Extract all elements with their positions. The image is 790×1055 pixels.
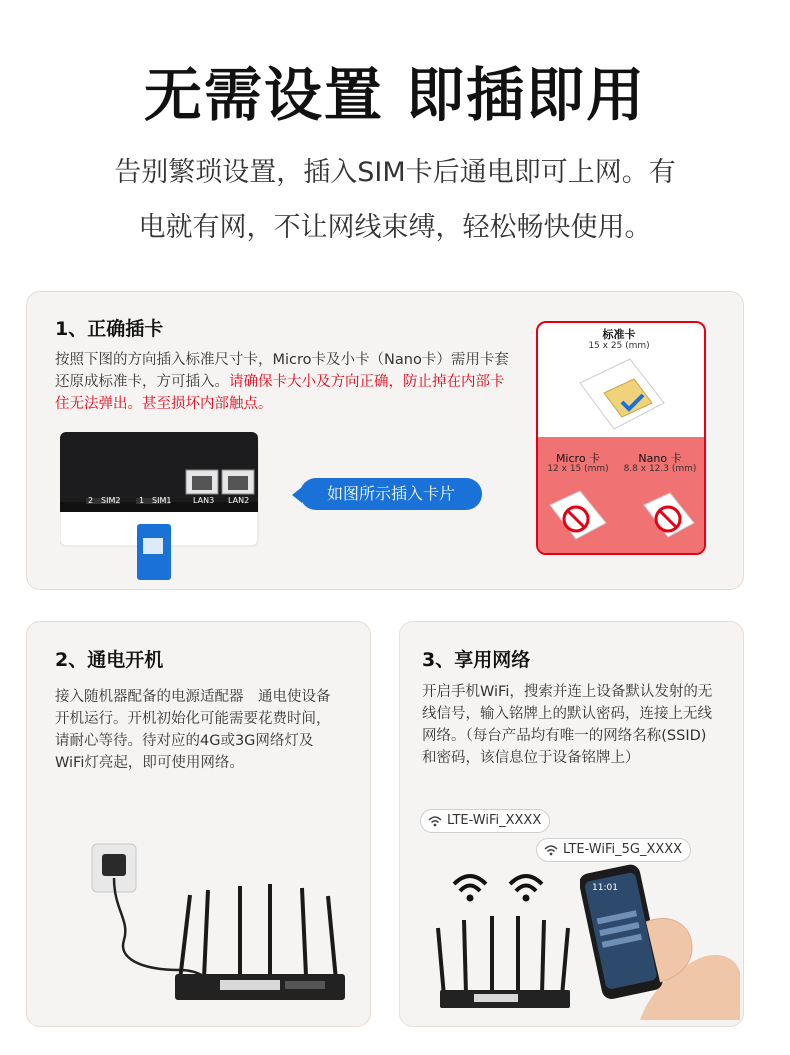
ssid-24g-label: LTE-WiFi_XXXX (447, 813, 542, 828)
callout-label: 如图所示插入卡片 (300, 478, 482, 510)
phone-clock: 11:01 (592, 883, 618, 893)
router-illustration (430, 908, 580, 1008)
hero-subtitle-line-1: 告别繁琐设置，插入SIM卡后通电即可上网。有 (114, 157, 676, 188)
wifi-signal-icons (450, 870, 550, 906)
nano-sim-size: 8.8 x 12.3 (mm) (623, 464, 697, 474)
hero-subtitle-line-2: 电就有网，不让网线束缚，轻松畅快使用。 (138, 212, 652, 243)
nano-sim-label: Nano 卡 (638, 452, 682, 465)
sim-size-diagram (536, 321, 706, 555)
wifi-icon (454, 876, 486, 902)
sim1-label: SIM1 (152, 496, 172, 505)
step1-warning-text: 请确保卡大小及方向正确，防止掉在内部卡住无法弹出。甚至损坏内部触点。 (55, 374, 505, 412)
ssid-5g-label: LTE-WiFi_5G_XXXX (563, 842, 683, 857)
ssid-badge-5g (536, 838, 691, 862)
lan3-label: LAN3 (193, 496, 215, 505)
step1-description (55, 349, 510, 415)
micro-sim-label: Micro 卡 (555, 452, 601, 465)
micro-sim-size: 12 x 15 (mm) (547, 464, 609, 474)
step1-title: 1、正确插卡 (55, 318, 164, 340)
ssid-badge-24g (420, 809, 550, 833)
sim2-label: SIM2 (101, 496, 121, 505)
standard-sim-size: 15 x 25 (mm) (588, 341, 650, 351)
lan2-label: LAN2 (228, 496, 250, 505)
step1-instruction-text: 按照下图的方向插入标准尺寸卡，Micro卡及小卡（Nano卡）需用卡套还原成标准卡，方可插入。 (55, 352, 509, 390)
wifi-icon (510, 876, 542, 902)
standard-sim-card (572, 353, 672, 433)
step2-title: 2、通电开机 (55, 649, 164, 671)
wifi-icon (427, 815, 443, 827)
step3-description: 开启手机WiFi，搜索并连上设备默认发射的无线信号，输入铭牌上的默认密码，连接上无线网络。（每台产品均有唯一的网络名称(SSID)和密码，该信息位于设备铭牌上） (422, 684, 713, 766)
standard-sim-label: 标准卡 (602, 328, 636, 341)
router-back-panel (60, 432, 260, 582)
step2-description: 接入随机器配备的电源适配器 通电使设备开机运行。开机初始化可能需要花费时间，请耐心等待。待对应的4G或3G网络灯及WiFi灯亮起，即可使用网络。 (55, 689, 331, 771)
router-with-power-illustration (80, 840, 350, 1010)
nano-sim-card (636, 483, 706, 553)
sim2-slot-number: 2 (88, 496, 94, 505)
wifi-icon (543, 844, 559, 856)
sim1-slot-number: 1 (139, 496, 145, 505)
step3-title: 3、享用网络 (422, 649, 531, 671)
micro-sim-card (544, 483, 614, 553)
page-title: 无需设置 即插即用 (143, 61, 647, 129)
